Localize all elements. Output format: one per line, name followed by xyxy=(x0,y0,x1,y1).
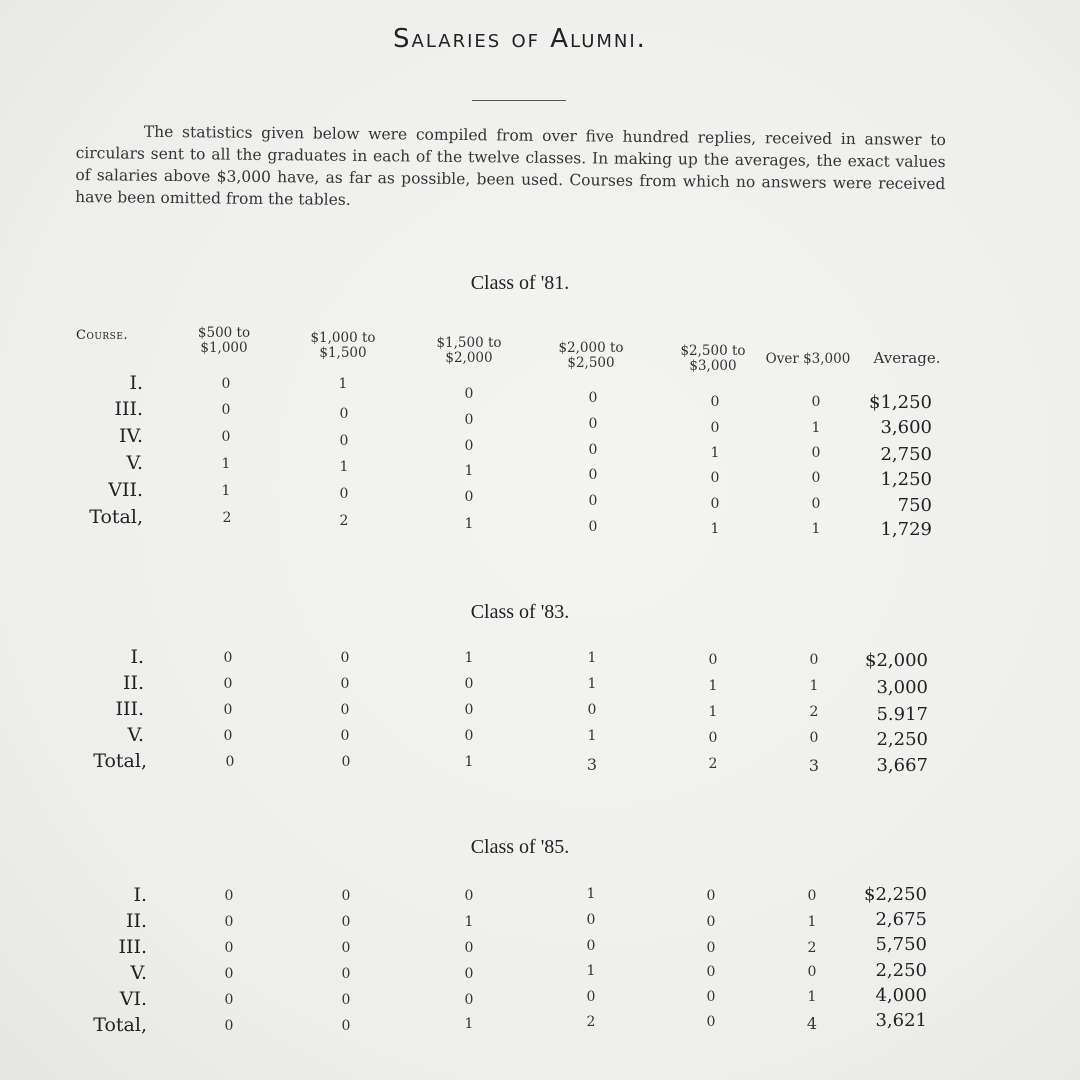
course-label: III. xyxy=(114,398,143,420)
column-header-1500-2000-line2: $2,000 xyxy=(445,350,493,366)
count-cell: 4 xyxy=(806,1014,818,1033)
table-row-total xyxy=(0,506,1080,540)
count-cell: 0 xyxy=(587,702,597,718)
count-cell: 0 xyxy=(223,676,233,692)
count-cell: 0 xyxy=(588,493,598,509)
average-cell: 750 xyxy=(897,495,932,516)
count-cell: 0 xyxy=(706,888,716,904)
count-cell: 0 xyxy=(464,489,474,505)
average-cell: 1,729 xyxy=(880,519,932,540)
count-cell: 0 xyxy=(225,754,235,770)
class-heading-83: Class of '83. xyxy=(470,601,570,623)
course-label: V. xyxy=(127,724,144,746)
column-header-average xyxy=(862,351,952,366)
count-cell: 1 xyxy=(710,445,720,461)
table-row-total xyxy=(0,750,1080,780)
count-cell: 0 xyxy=(811,496,821,512)
course-label: II. xyxy=(125,910,147,932)
count-cell: 0 xyxy=(807,964,817,980)
count-cell: 1 xyxy=(811,420,821,436)
column-header-course: Course. xyxy=(76,328,129,343)
count-cell: 0 xyxy=(340,702,350,718)
count-cell: 0 xyxy=(221,376,231,392)
count-cell: 0 xyxy=(341,888,351,904)
average-cell: 2,250 xyxy=(876,729,928,750)
count-cell: 1 xyxy=(587,650,597,666)
count-cell: 0 xyxy=(708,652,718,668)
count-cell: 0 xyxy=(588,519,598,535)
count-cell: 0 xyxy=(706,914,716,930)
count-cell: 0 xyxy=(811,470,821,486)
count-cell: 0 xyxy=(221,429,231,445)
count-cell: 0 xyxy=(340,676,350,692)
count-cell: 0 xyxy=(706,989,716,1005)
count-cell: 0 xyxy=(464,438,474,454)
count-cell: 0 xyxy=(224,1018,234,1034)
average-cell: 5.917 xyxy=(876,704,928,725)
column-header-2000-2500-line1: $2,000 to xyxy=(558,340,624,356)
count-cell: 1 xyxy=(464,1016,474,1032)
count-cell: 0 xyxy=(588,442,598,458)
course-label: Total, xyxy=(93,1014,147,1036)
average-cell: $1,250 xyxy=(869,392,932,413)
column-header-500-1000-line2: $1,000 xyxy=(200,340,248,356)
count-cell: 0 xyxy=(464,728,474,744)
count-cell: 0 xyxy=(223,702,233,718)
table-row xyxy=(0,724,1080,754)
column-header-1500-2000-line1: $1,500 to xyxy=(436,335,502,351)
count-cell: 0 xyxy=(341,754,351,770)
page-title: Salaries of Alumni. xyxy=(393,24,647,54)
count-cell: 0 xyxy=(224,992,234,1008)
count-cell: 0 xyxy=(464,992,474,1008)
count-cell: 0 xyxy=(809,730,819,746)
title-divider xyxy=(472,100,566,101)
column-header-500-1000 xyxy=(186,326,262,356)
count-cell: 2 xyxy=(708,756,718,772)
average-cell: 1,250 xyxy=(880,469,932,490)
count-cell: 0 xyxy=(464,966,474,982)
count-cell: 0 xyxy=(340,728,350,744)
count-cell: 0 xyxy=(464,412,474,428)
column-header-1000-1500 xyxy=(298,331,388,361)
count-cell: 1 xyxy=(807,989,817,1005)
count-cell: 0 xyxy=(809,652,819,668)
column-header-average-label: Average. xyxy=(873,349,941,367)
column-header-2000-2500-line2: $2,500 xyxy=(567,355,615,371)
average-cell: 3,600 xyxy=(880,417,932,438)
intro-text: The statistics given below were compiled from over five hundred replies, received in answer to circulars sent to all the graduates in each of the twelve classes. In making up the averages, the exact values of salaries above $3,000 have, as far as possible, been used. Courses from which no answers were received have been omitted from the tables. xyxy=(75,122,946,209)
count-cell: 0 xyxy=(224,888,234,904)
count-cell: 1 xyxy=(464,754,474,770)
average-cell: $2,250 xyxy=(864,884,927,905)
count-cell: 0 xyxy=(811,445,821,461)
count-cell: 1 xyxy=(464,914,474,930)
count-cell: 1 xyxy=(587,728,597,744)
average-cell: 3,667 xyxy=(876,755,928,776)
count-cell: 0 xyxy=(588,416,598,432)
average-cell: 3,000 xyxy=(876,677,928,698)
course-label: V. xyxy=(126,452,143,474)
course-label: I. xyxy=(133,884,147,906)
column-header-500-1000-line1: $500 to xyxy=(197,325,251,341)
count-cell: 1 xyxy=(710,521,720,537)
count-cell: 0 xyxy=(811,394,821,410)
count-cell: 1 xyxy=(221,483,231,499)
count-cell: 0 xyxy=(807,888,817,904)
count-cell: 1 xyxy=(221,456,231,472)
count-cell: 0 xyxy=(464,888,474,904)
count-cell: 1 xyxy=(708,678,718,694)
count-cell: 0 xyxy=(341,1018,351,1034)
course-label: II. xyxy=(122,672,144,694)
average-cell: 5,750 xyxy=(875,934,927,955)
count-cell: 2 xyxy=(339,513,349,529)
count-cell: 1 xyxy=(464,516,474,532)
count-cell: 0 xyxy=(341,966,351,982)
count-cell: 0 xyxy=(710,420,720,436)
count-cell: 0 xyxy=(706,940,716,956)
count-cell: 0 xyxy=(586,938,596,954)
course-label: Total, xyxy=(89,506,143,528)
column-header-1500-2000 xyxy=(424,336,514,366)
table-row xyxy=(0,698,1080,728)
intro-paragraph xyxy=(75,120,946,217)
class-heading-85: Class of '85. xyxy=(470,836,570,858)
count-cell: 0 xyxy=(341,940,351,956)
column-header-1000-1500-line1: $1,000 to xyxy=(310,330,376,346)
count-cell: 0 xyxy=(223,728,233,744)
count-cell: 0 xyxy=(706,1014,716,1030)
count-cell: 0 xyxy=(464,702,474,718)
count-cell: 1 xyxy=(811,521,821,537)
course-label: VI. xyxy=(119,988,147,1010)
count-cell: 3 xyxy=(808,756,820,775)
count-cell: 0 xyxy=(221,402,231,418)
count-cell: 0 xyxy=(339,433,349,449)
count-cell: 0 xyxy=(224,966,234,982)
count-cell: 1 xyxy=(338,376,348,392)
course-label: III. xyxy=(118,936,147,958)
count-cell: 0 xyxy=(588,467,598,483)
count-cell: 1 xyxy=(586,886,596,902)
count-cell: 1 xyxy=(809,678,819,694)
count-cell: 0 xyxy=(710,394,720,410)
count-cell: 2 xyxy=(222,510,232,526)
column-header-2000-2500 xyxy=(546,341,636,371)
column-header-over-3000-label: Over $3,000 xyxy=(765,351,851,367)
count-cell: 0 xyxy=(224,914,234,930)
count-cell: 0 xyxy=(340,650,350,666)
count-cell: 0 xyxy=(708,730,718,746)
count-cell: 0 xyxy=(339,406,349,422)
course-label: V. xyxy=(130,962,147,984)
count-cell: 0 xyxy=(710,470,720,486)
count-cell: 1 xyxy=(464,463,474,479)
course-label: III. xyxy=(115,698,144,720)
average-cell: 2,250 xyxy=(875,960,927,981)
course-label: IV. xyxy=(119,425,143,447)
table-row xyxy=(0,672,1080,702)
course-label: VII. xyxy=(108,479,143,501)
average-cell: 4,000 xyxy=(875,985,927,1006)
count-cell: 2 xyxy=(809,704,819,720)
average-cell: $2,000 xyxy=(865,650,928,671)
average-cell: 2,750 xyxy=(880,444,932,465)
count-cell: 0 xyxy=(339,486,349,502)
count-cell: 0 xyxy=(464,676,474,692)
average-cell: 2,675 xyxy=(875,909,927,930)
column-header-over-3000 xyxy=(758,352,858,367)
column-header-2500-3000-line2: $3,000 xyxy=(689,358,737,374)
average-cell: 3,621 xyxy=(875,1010,927,1031)
count-cell: 0 xyxy=(710,496,720,512)
class-heading-81: Class of '81. xyxy=(470,272,570,294)
count-cell: 1 xyxy=(708,704,718,720)
course-label: I. xyxy=(129,372,143,394)
count-cell: 0 xyxy=(706,964,716,980)
count-cell: 0 xyxy=(224,940,234,956)
column-header-2500-3000-line1: $2,500 to xyxy=(680,343,746,359)
course-label: I. xyxy=(130,646,144,668)
count-cell: 0 xyxy=(223,650,233,666)
count-cell: 1 xyxy=(807,914,817,930)
count-cell: 0 xyxy=(341,914,351,930)
count-cell: 0 xyxy=(464,940,474,956)
course-label: Total, xyxy=(93,750,147,772)
table-row xyxy=(0,646,1080,676)
count-cell: 0 xyxy=(341,992,351,1008)
count-cell: 0 xyxy=(586,912,596,928)
count-cell: 0 xyxy=(586,989,596,1005)
count-cell: 1 xyxy=(464,650,474,666)
count-cell: 2 xyxy=(586,1014,596,1030)
count-cell: 1 xyxy=(587,676,597,692)
column-header-1000-1500-line2: $1,500 xyxy=(319,345,367,361)
count-cell: 2 xyxy=(807,940,817,956)
count-cell: 3 xyxy=(586,755,598,774)
table-row-total xyxy=(0,1010,1080,1044)
count-cell: 0 xyxy=(588,390,598,406)
count-cell: 0 xyxy=(464,386,474,402)
count-cell: 1 xyxy=(586,963,596,979)
count-cell: 1 xyxy=(339,459,349,475)
column-header-2500-3000 xyxy=(668,344,758,374)
